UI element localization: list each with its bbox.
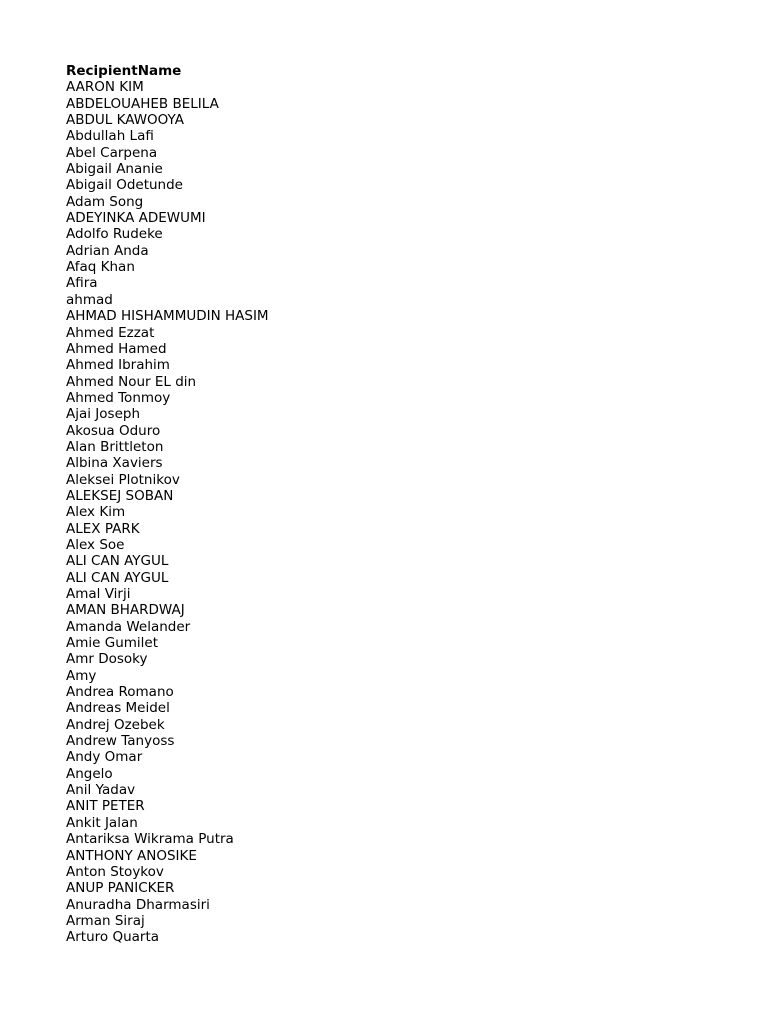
- list-item: Afira: [66, 275, 98, 292]
- list-item: ALEKSEJ SOBAN: [66, 487, 174, 504]
- list-item: Albina Xaviers: [66, 455, 163, 472]
- list-item: ANIT PETER: [66, 798, 145, 815]
- list-item: Alex Soe: [66, 536, 125, 553]
- list-item: Abigail Ananie: [66, 161, 163, 178]
- column-header: RecipientName: [66, 63, 182, 79]
- list-item: Ahmed Ibrahim: [66, 357, 170, 374]
- list-item: Anil Yadav: [66, 782, 136, 799]
- list-item: Ahmed Nour EL din: [66, 373, 197, 390]
- list-item: ABDUL KAWOOYA: [66, 112, 184, 129]
- list-item: Abigail Odetunde: [66, 177, 183, 194]
- list-item: ALI CAN AYGUL: [66, 569, 169, 586]
- list-item: AARON KIM: [66, 79, 144, 96]
- list-item: Alex Kim: [66, 504, 126, 521]
- list-item: Anuradha Dharmasiri: [66, 896, 210, 913]
- list-item: Andreas Meidel: [66, 700, 170, 717]
- list-item: Amr Dosoky: [66, 651, 148, 668]
- list-item: Amal Virji: [66, 586, 131, 602]
- list-item: ANTHONY ANOSIKE: [66, 847, 197, 864]
- list-item: Andrea Romano: [66, 684, 174, 701]
- list-item: Andy Omar: [66, 749, 143, 766]
- list-item: ANUP PANICKER: [66, 880, 175, 897]
- list-item: Arman Siraj: [66, 912, 145, 929]
- list-item: Aleksei Plotnikov: [66, 471, 180, 488]
- list-item: Afaq Khan: [66, 259, 135, 276]
- list-item: Ahmed Hamed: [66, 340, 167, 357]
- list-item: Ahmed Ezzat: [66, 324, 155, 341]
- list-item: Amie Gumilet: [66, 635, 159, 652]
- list-item: Ankit Jalan: [66, 814, 138, 831]
- list-item: Abdullah Lafi: [66, 128, 154, 145]
- recipient-list: [66, 79, 706, 945]
- list-item: Amanda Welander: [66, 618, 191, 635]
- list-item: Akosua Oduro: [66, 422, 161, 439]
- list-item: Andrej Ozebek: [66, 716, 165, 733]
- list-item: Ahmed Tonmoy: [66, 389, 171, 406]
- list-item: AHMAD HISHAMMUDIN HASIM: [66, 308, 269, 325]
- list-item: Alan Brittleton: [66, 438, 164, 455]
- recipient-sheet: [66, 63, 706, 946]
- list-item: Amy: [66, 667, 97, 684]
- list-item: Antariksa Wikrama Putra: [66, 831, 234, 848]
- list-item: Anton Stoykov: [66, 863, 164, 880]
- list-item: Adolfo Rudeke: [66, 226, 163, 243]
- list-item: AMAN BHARDWAJ: [66, 602, 185, 619]
- list-item: ADEYINKA ADEWUMI: [66, 210, 206, 227]
- list-item: ALI CAN AYGUL: [66, 553, 169, 570]
- list-item: ALEX PARK: [66, 520, 140, 537]
- list-item: Angelo: [66, 765, 113, 782]
- list-item: Adrian Anda: [66, 242, 149, 259]
- list-item: ABDELOUAHEB BELILA: [66, 95, 219, 112]
- list-item: Ajai Joseph: [66, 406, 141, 423]
- list-item: Arturo Quarta: [66, 929, 160, 946]
- list-item: ahmad: [66, 291, 113, 308]
- list-item: Abel Carpena: [66, 144, 158, 161]
- list-item: Andrew Tanyoss: [66, 733, 175, 750]
- list-item: Adam Song: [66, 193, 144, 210]
